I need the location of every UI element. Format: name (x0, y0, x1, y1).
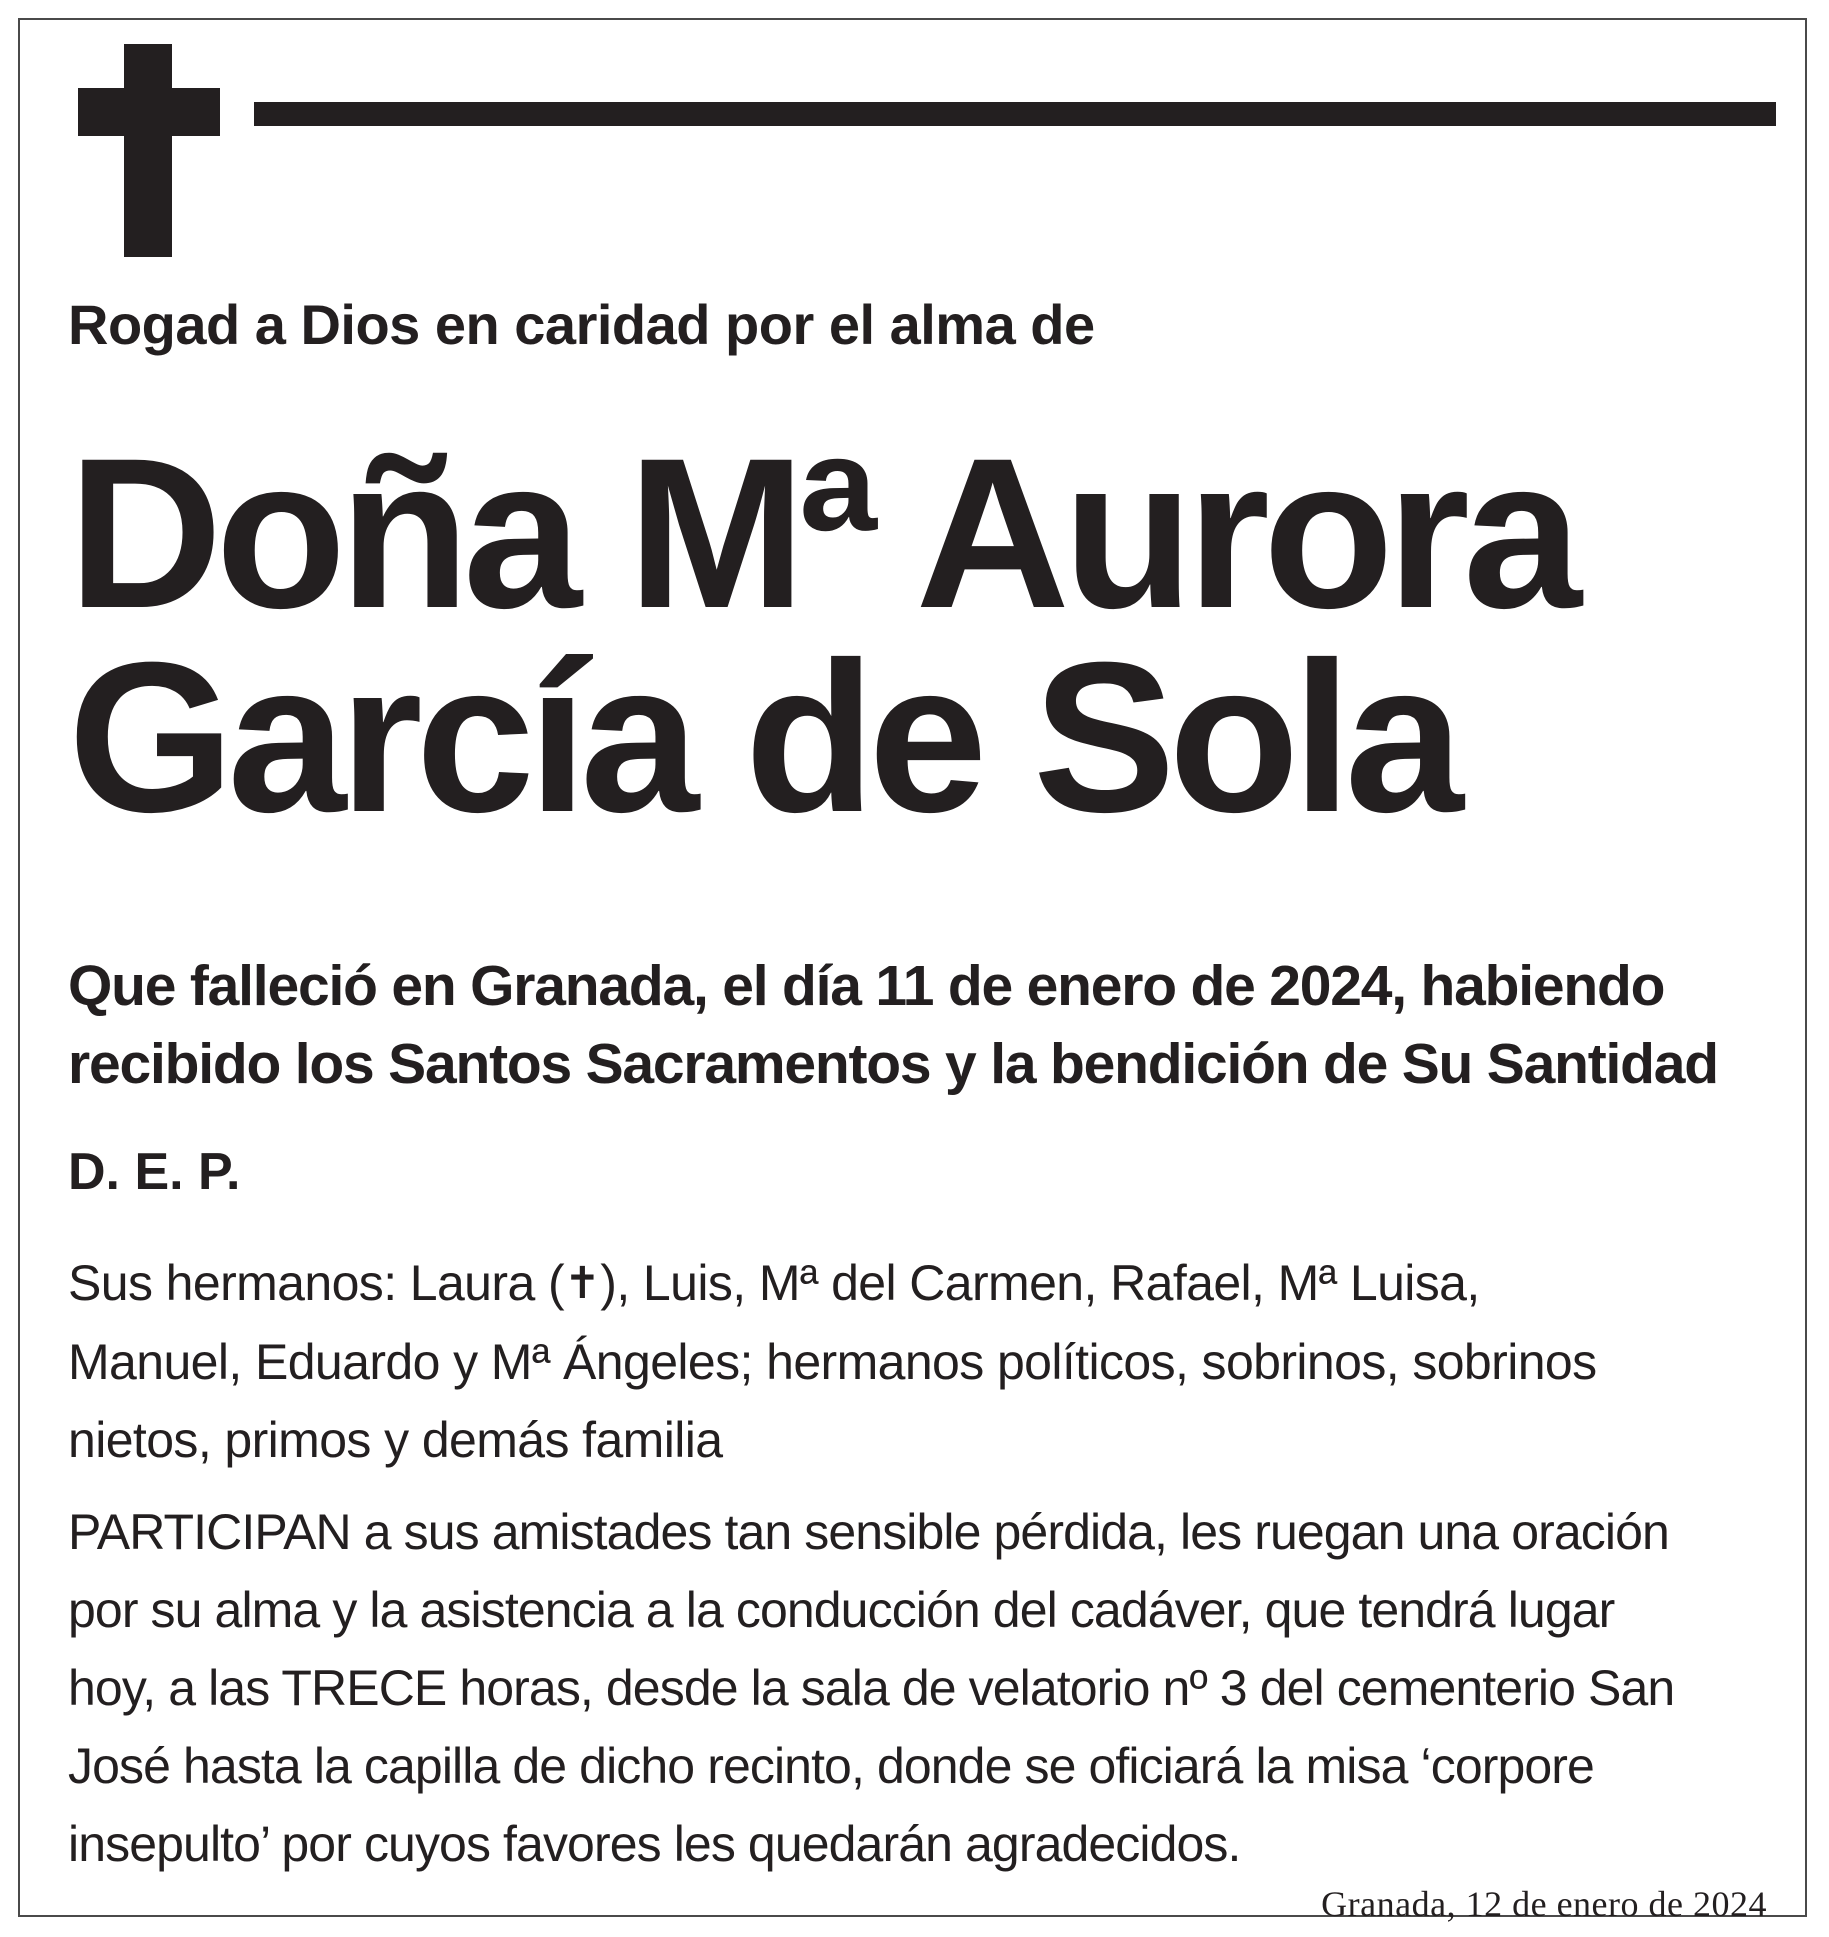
announcement-line: por su alma y la asistencia a la conducción del cadáver, que tendrá lugar (68, 1582, 1615, 1638)
cross-horizontal-bar (78, 88, 220, 136)
death-notice-line2: recibido los Santos Sacramentos y la bendición de Su Santidad (68, 1032, 1718, 1096)
death-notice-line1: Que falleció en Granada, el día 11 de enero de 2024, habiendo (68, 954, 1665, 1018)
rest-in-peace: D. E. P. (68, 1143, 241, 1201)
family-line2: Manuel, Eduardo y Mª Ángeles; hermanos políticos, sobrinos, sobrinos (68, 1334, 1597, 1390)
place-date-footer: Granada, 12 de enero de 2024 (1321, 1884, 1767, 1924)
intro-text: Rogad a Dios en caridad por el alma de (68, 293, 1095, 356)
deceased-name-line1: Doña Mª Aurora (68, 414, 1575, 653)
announcement-line: hoy, a las TRECE horas, desde la sala de velatorio nº 3 del cementerio San (68, 1660, 1675, 1716)
announcement-line: José hasta la capilla de dicho recinto, donde se oficiará la misa ‘corpore (68, 1738, 1594, 1794)
death-notice (68, 947, 1718, 1103)
deceased-cross-icon: ✝ (564, 1259, 601, 1308)
announcement-line: PARTICIPAN a sus amistades tan sensible pérdida, les ruegan una oración (68, 1504, 1669, 1560)
latin-cross-icon (78, 44, 220, 257)
family-line1 (68, 1244, 1597, 1323)
family-line1-end: ), Luis, Mª del Carmen, Rafael, Mª Luisa, (600, 1255, 1480, 1311)
announcement-line: insepulto’ por cuyos favores les quedarán agradecidos. (68, 1816, 1241, 1872)
header-rule (254, 102, 1776, 126)
family-line3: nietos, primos y demás familia (68, 1412, 723, 1468)
funeral-announcement (68, 1493, 1674, 1883)
deceased-name-line2: García de Sola (68, 618, 1457, 857)
family-list (68, 1244, 1597, 1479)
family-line1-start: Sus hermanos: Laura ( (68, 1255, 564, 1311)
cross-vertical-bar (124, 44, 172, 257)
